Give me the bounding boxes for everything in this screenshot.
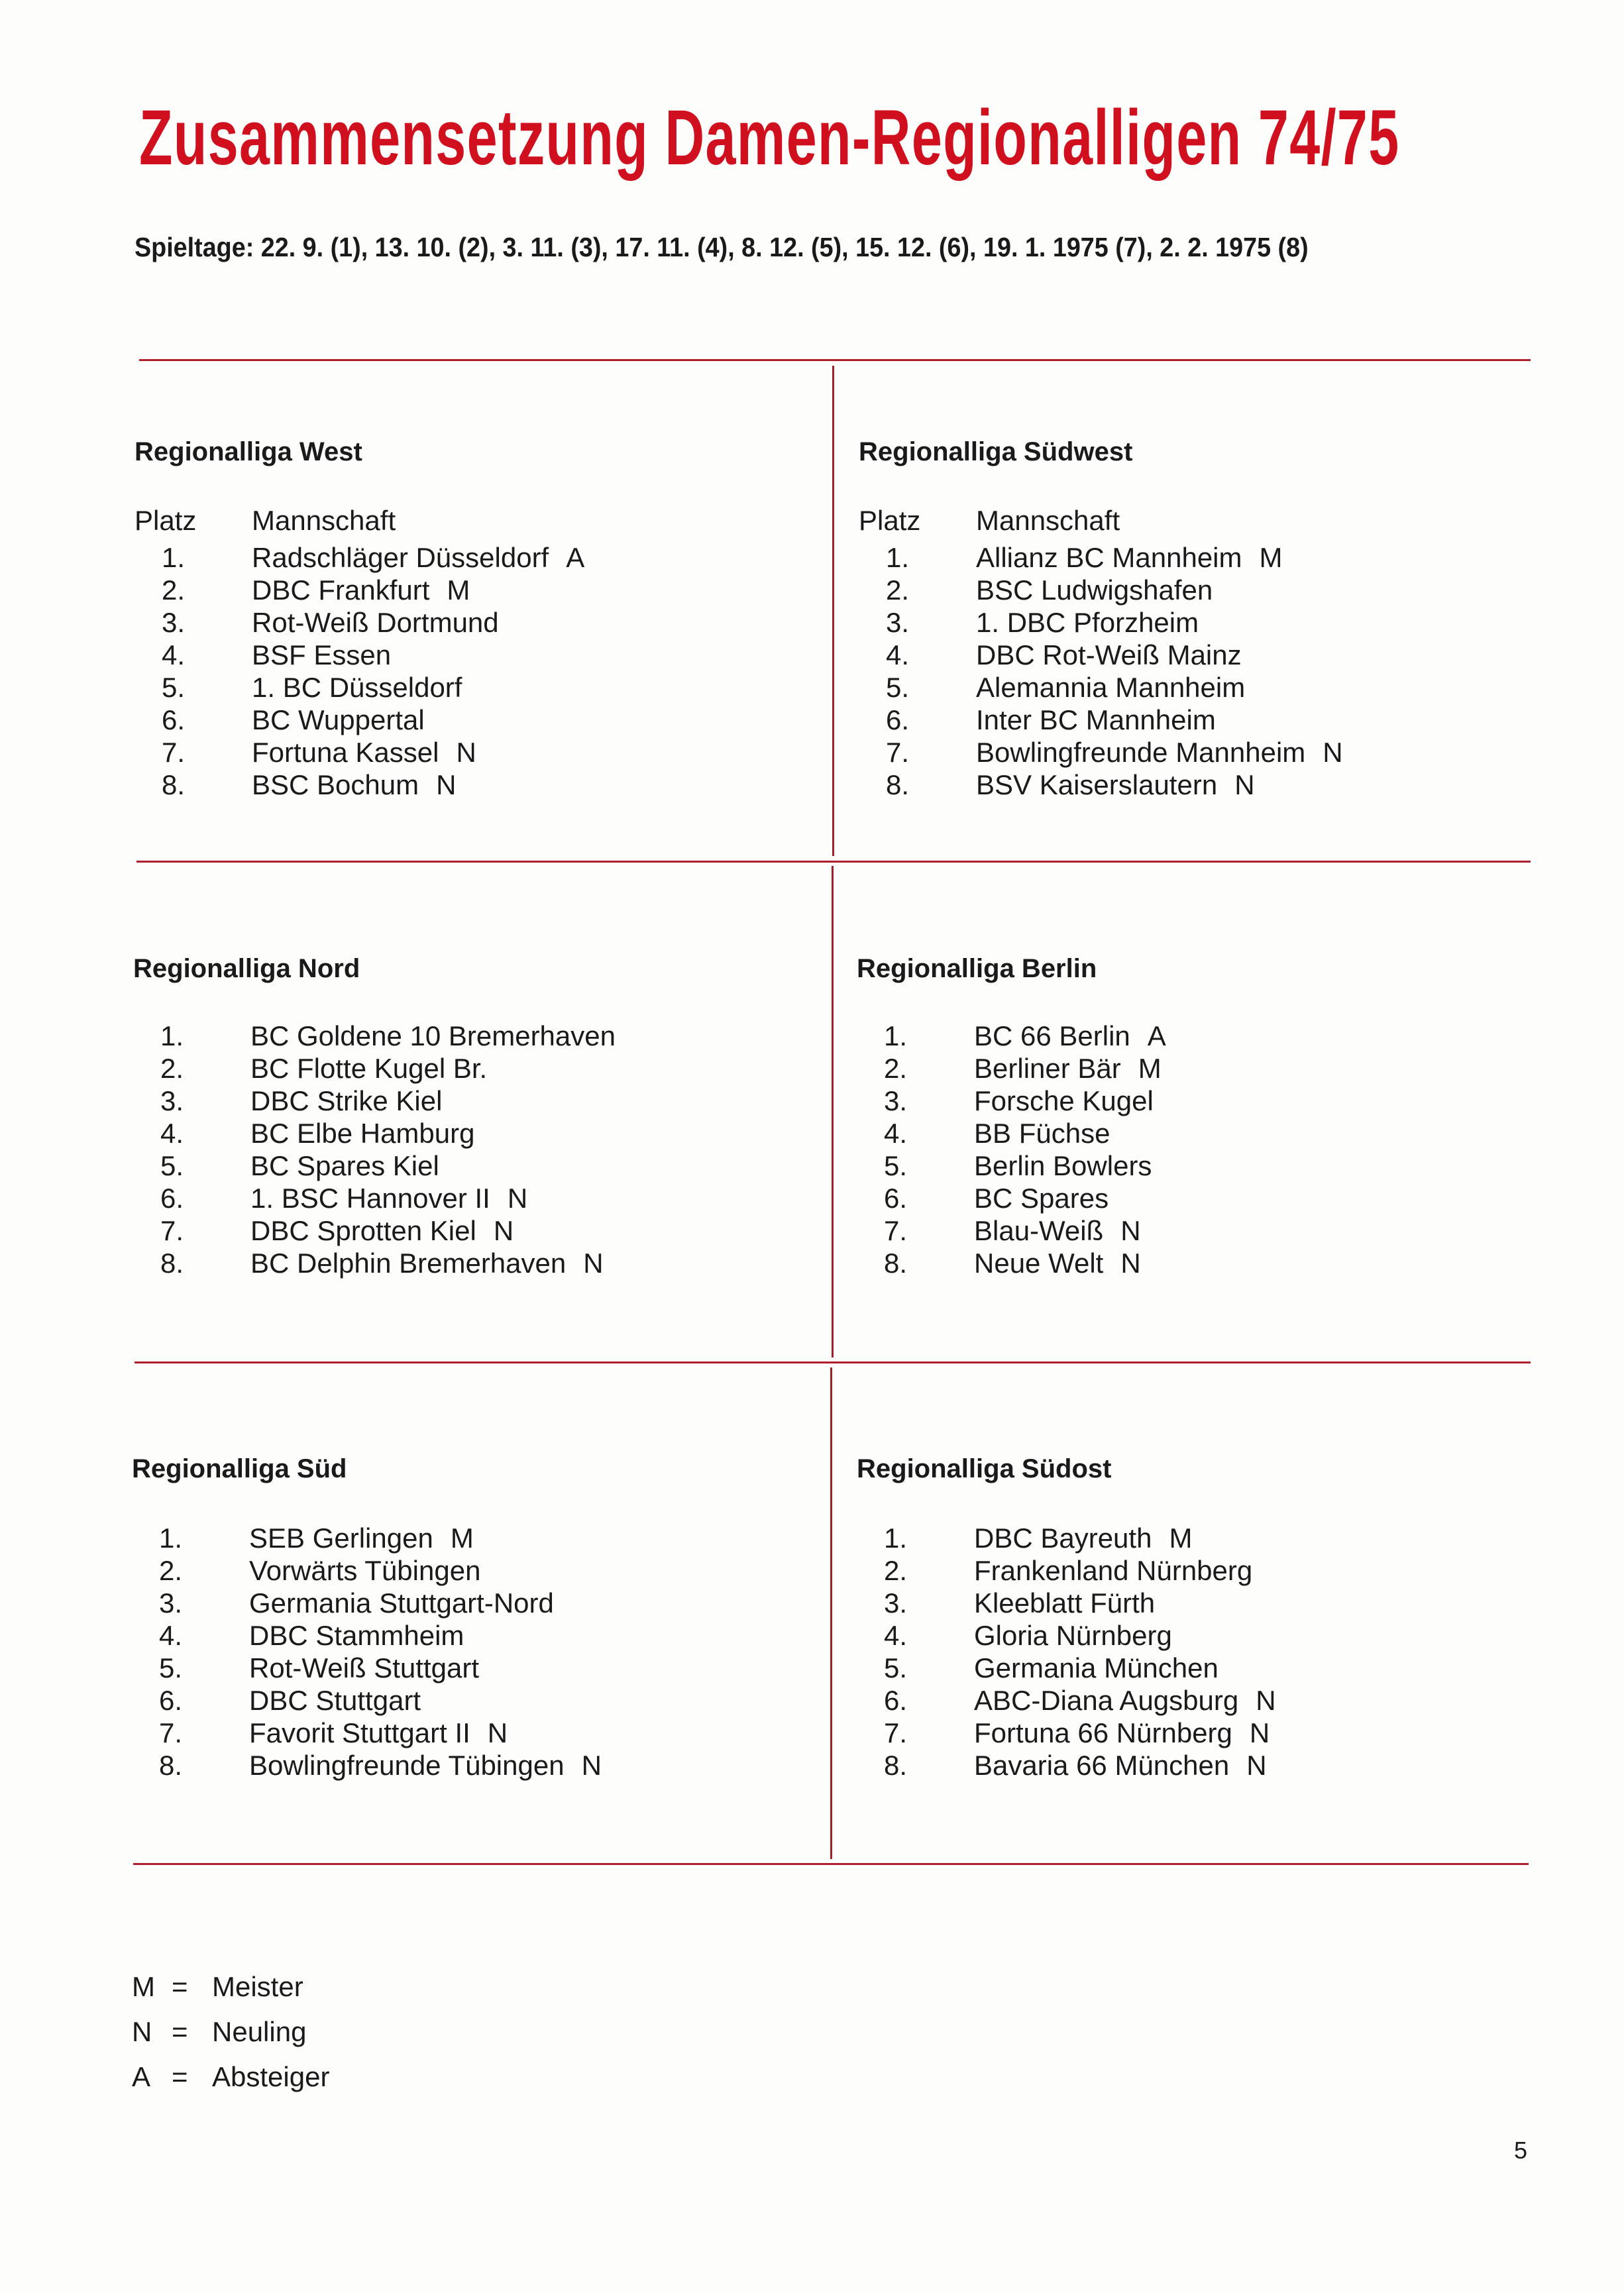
team-place: 6. (158, 1685, 182, 1716)
team-name: Allianz BC Mannheim (976, 542, 1242, 573)
legend-eq: = (172, 2061, 188, 2092)
team-place: 7. (883, 1717, 907, 1748)
team-name: Rot-Weiß Dortmund (252, 607, 499, 638)
team-name: Bowlingfreunde Mannheim (976, 737, 1306, 768)
team-place: 6. (885, 704, 909, 735)
team-place: 8. (160, 1248, 184, 1279)
team-name: Forsche Kugel (974, 1085, 1154, 1116)
league-title: Regionalliga Nord (133, 954, 360, 983)
team-name: 1. DBC Pforzheim (976, 607, 1199, 638)
team-status-mark: N (1120, 1215, 1141, 1246)
legend-key: A (132, 2061, 151, 2092)
column-divider (832, 366, 834, 856)
team-name: BC 66 Berlin (974, 1020, 1130, 1051)
divider (136, 861, 1531, 863)
team-name: BC Goldene 10 Bremerhaven (250, 1020, 616, 1051)
column-header-mannschaft: Mannschaft (252, 505, 396, 536)
team-name: Neue Welt (974, 1248, 1104, 1279)
team-status-mark: N (1249, 1717, 1270, 1748)
team-name: Gloria Nürnberg (974, 1620, 1172, 1651)
team-name: Germania Stuttgart-Nord (249, 1587, 554, 1619)
league-title: Regionalliga West (135, 437, 362, 466)
team-place: 6. (160, 1183, 184, 1214)
team-place: 8. (883, 1750, 907, 1781)
legend-value: Neuling (212, 2016, 307, 2047)
team-name: Bowlingfreunde Tübingen (249, 1750, 565, 1781)
team-place: 1. (883, 1020, 907, 1051)
team-name: SEB Gerlingen (249, 1522, 433, 1554)
league-section (132, 1454, 602, 1781)
divider (135, 1361, 1531, 1363)
team-place: 5. (158, 1652, 182, 1683)
column-header-platz: Platz (135, 505, 197, 536)
column-divider (830, 1367, 832, 1859)
team-place: 2. (160, 1053, 184, 1084)
team-status-mark: N (436, 769, 457, 800)
team-name: ABC-Diana Augsburg (974, 1685, 1239, 1716)
page-title: Zusammensetzung Damen-Regionalligen 74/75 (139, 94, 1400, 182)
team-status-mark: M (1169, 1522, 1193, 1554)
team-name: Blau-Weiß (974, 1215, 1104, 1246)
team-status-mark: N (507, 1183, 528, 1214)
team-place: 7. (885, 737, 909, 768)
team-place: 4. (161, 639, 185, 670)
team-name: BC Spares (974, 1183, 1109, 1214)
team-place: 3. (160, 1085, 184, 1116)
team-place: 4. (883, 1620, 907, 1651)
team-place: 2. (883, 1053, 907, 1084)
team-place: 8. (161, 769, 185, 800)
team-status-mark: N (581, 1750, 602, 1781)
team-status-mark: N (583, 1248, 604, 1279)
team-name: DBC Frankfurt (252, 574, 430, 606)
team-status-mark: N (1234, 769, 1255, 800)
team-name: BSV Kaiserslautern (976, 769, 1218, 800)
team-name: Vorwärts Tübingen (249, 1555, 481, 1586)
team-status-mark: M (450, 1522, 474, 1554)
league-title: Regionalliga Süd (132, 1454, 347, 1483)
team-status-mark: N (487, 1717, 508, 1748)
team-name: Kleeblatt Fürth (974, 1587, 1156, 1619)
team-name: 1. BSC Hannover II (250, 1183, 490, 1214)
team-name: DBC Stammheim (249, 1620, 464, 1651)
team-name: DBC Sprotten Kiel (250, 1215, 476, 1246)
team-name: Radschläger Düsseldorf (252, 542, 549, 573)
team-status-mark: N (456, 737, 476, 768)
league-title: Regionalliga Südwest (859, 437, 1133, 466)
team-place: 2. (161, 574, 185, 606)
team-place: 3. (158, 1587, 182, 1619)
league-section (859, 437, 1343, 800)
team-place: 7. (883, 1215, 907, 1246)
divider (133, 1863, 1529, 1865)
team-status-mark: M (1138, 1053, 1162, 1084)
team-name: BSC Bochum (252, 769, 419, 800)
team-place: 7. (158, 1717, 182, 1748)
team-place: 5. (883, 1150, 907, 1181)
team-status-mark: N (1323, 737, 1343, 768)
league-section (857, 954, 1166, 1279)
league-title: Regionalliga Südost (857, 1454, 1112, 1483)
team-name: Fortuna Kassel (252, 737, 439, 768)
team-place: 4. (160, 1118, 184, 1149)
team-name: Germania München (974, 1652, 1218, 1683)
team-name: DBC Strike Kiel (250, 1085, 443, 1116)
team-status-mark: N (1120, 1248, 1141, 1279)
team-place: 4. (885, 639, 909, 670)
legend-value: Meister (212, 1971, 303, 2002)
column-header-platz: Platz (859, 505, 921, 536)
team-name: BC Elbe Hamburg (250, 1118, 475, 1149)
team-name: Frankenland Nürnberg (974, 1555, 1253, 1586)
league-section (133, 954, 616, 1279)
team-status-mark: A (566, 542, 585, 573)
team-name: Alemannia Mannheim (976, 672, 1246, 703)
team-status-mark: A (1147, 1020, 1166, 1051)
team-place: 8. (158, 1750, 182, 1781)
column-divider (832, 866, 834, 1358)
team-name: BC Delphin Bremerhaven (250, 1248, 567, 1279)
team-name: DBC Rot-Weiß Mainz (976, 639, 1242, 670)
team-name: Inter BC Mannheim (976, 704, 1216, 735)
legend-eq: = (172, 2016, 188, 2047)
legend-value: Absteiger (212, 2061, 330, 2092)
team-name: BC Spares Kiel (250, 1150, 439, 1181)
team-place: 2. (885, 574, 909, 606)
team-name: BC Wuppertal (252, 704, 425, 735)
team-place: 3. (883, 1085, 907, 1116)
team-place: 5. (885, 672, 909, 703)
legend-key: N (132, 2016, 152, 2047)
team-name: BSF Essen (252, 639, 392, 670)
team-place: 1. (160, 1020, 184, 1051)
team-place: 6. (161, 704, 185, 735)
legend-eq: = (172, 1971, 188, 2002)
team-status-mark: M (447, 574, 470, 606)
team-place: 1. (885, 542, 909, 573)
team-place: 7. (160, 1215, 184, 1246)
team-place: 2. (883, 1555, 907, 1586)
team-place: 1. (158, 1522, 182, 1554)
team-name: Berlin Bowlers (974, 1150, 1152, 1181)
team-place: 1. (161, 542, 185, 573)
team-place: 4. (158, 1620, 182, 1651)
team-place: 3. (883, 1587, 907, 1619)
team-name: Berliner Bär (974, 1053, 1121, 1084)
team-place: 7. (161, 737, 185, 768)
team-place: 5. (160, 1150, 184, 1181)
league-section (857, 1454, 1276, 1781)
team-place: 2. (158, 1555, 182, 1586)
team-status-mark: N (1246, 1750, 1267, 1781)
league-title: Regionalliga Berlin (857, 954, 1097, 983)
team-place: 4. (883, 1118, 907, 1149)
team-name: DBC Stuttgart (249, 1685, 421, 1716)
team-name: Favorit Stuttgart II (249, 1717, 470, 1748)
team-name: Fortuna 66 Nürnberg (974, 1717, 1232, 1748)
team-name: Bavaria 66 München (974, 1750, 1230, 1781)
team-name: BB Füchse (974, 1118, 1110, 1149)
team-name: 1. BC Düsseldorf (252, 672, 462, 703)
legend-key: M (132, 1971, 155, 2002)
team-place: 5. (883, 1652, 907, 1683)
team-name: BC Flotte Kugel Br. (250, 1053, 488, 1084)
team-name: BSC Ludwigshafen (976, 574, 1213, 606)
team-status-mark: N (1256, 1685, 1276, 1716)
team-place: 8. (885, 769, 909, 800)
team-name: DBC Bayreuth (974, 1522, 1152, 1554)
team-place: 6. (883, 1685, 907, 1716)
team-name: Rot-Weiß Stuttgart (249, 1652, 479, 1683)
team-status-mark: N (493, 1215, 514, 1246)
team-status-mark: M (1259, 542, 1283, 573)
team-place: 3. (161, 607, 185, 638)
league-section (135, 437, 585, 800)
page-number: 5 (1514, 2137, 1528, 2164)
team-place: 6. (883, 1183, 907, 1214)
team-place: 1. (883, 1522, 907, 1554)
team-place: 3. (885, 607, 909, 638)
match-days: Spieltage: 22. 9. (1), 13. 10. (2), 3. 11. (3), 17. 11. (4), 8. 12. (5), 15. 12. (6), 19. 1. 1975 (7), 2. 2. 1975 (8) (135, 232, 1309, 262)
team-place: 8. (883, 1248, 907, 1279)
divider (139, 359, 1531, 361)
team-place: 5. (161, 672, 185, 703)
column-header-mannschaft: Mannschaft (976, 505, 1120, 536)
